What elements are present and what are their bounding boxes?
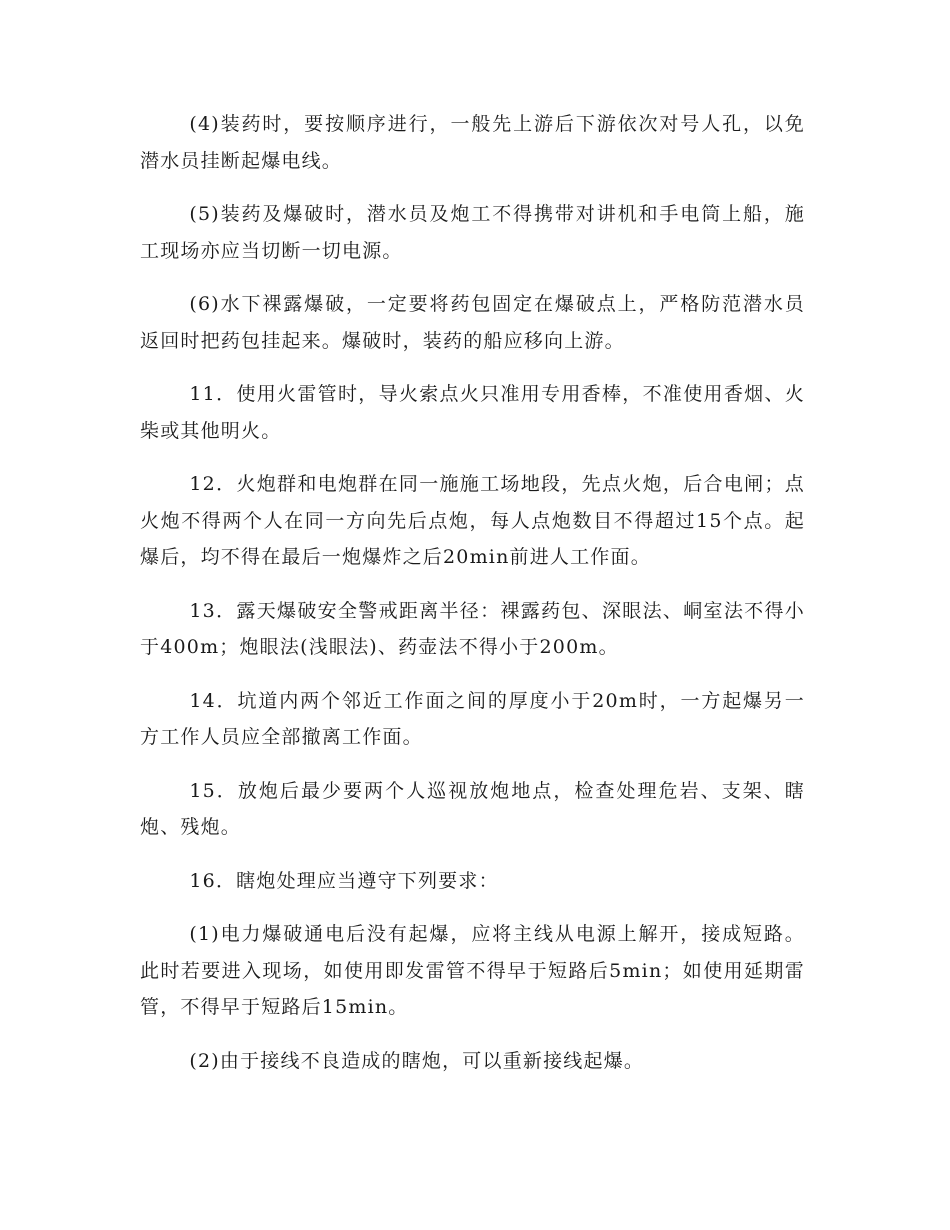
paragraph-rule-11: 11．使用火雷管时，导火索点火只准用专用香棒，不准使用香烟、火柴或其他明火。 xyxy=(140,383,805,442)
paragraph-rule-12: 12．火炮群和电炮群在同一施施工场地段，先点火炮，后合电闸；点火炮不得两个人在同一方向先后点炮，每人点炮数目不得超过15个点。起爆后，均不得在最后一炮爆炸之后20min前进人工作面。 xyxy=(140,473,805,568)
paragraph-rule-13: 13．露天爆破安全警戒距离半径：裸露药包、深眼法、峒室法不得小于400m；炮眼法(浅眼法)、药壶法不得小于200m。 xyxy=(140,599,805,658)
paragraph-rule-15: 15．放炮后最少要两个人巡视放炮地点，检查处理危岩、支架、瞎炮、残炮。 xyxy=(140,779,805,838)
paragraph-item-4: (4)装药时，要按顺序进行，一般先上游后下游依次对号人孔，以免潜水员挂断起爆电线。 xyxy=(140,113,805,172)
paragraph-item-2: (2)由于接线不良造成的瞎炮，可以重新接线起爆。 xyxy=(189,1049,645,1072)
document-body xyxy=(140,106,805,1096)
paragraph-item-6: (6)水下裸露爆破，一定要将药包固定在爆破点上，严格防范潜水员返回时把药包挂起来。爆破时，装药的船应移向上游。 xyxy=(140,293,805,352)
paragraph-item-1: (1)电力爆破通电后没有起爆，应将主线从电源上解开，接成短路。此时若要进入现场，如使用即发雷管不得早于短路后5min；如使用延期雷管，不得早于短路后15min。 xyxy=(140,923,805,1018)
paragraph-rule-16: 16．瞎炮处理应当遵守下列要求： xyxy=(189,869,499,892)
paragraph-item-5: (5)装药及爆破时，潜水员及炮工不得携带对讲机和手电筒上船，施工现场亦应当切断一切电源。 xyxy=(140,203,805,262)
paragraph-rule-14: 14．坑道内两个邻近工作面之间的厚度小于20m时，一方起爆另一方工作人员应全部撤离工作面。 xyxy=(140,689,805,748)
